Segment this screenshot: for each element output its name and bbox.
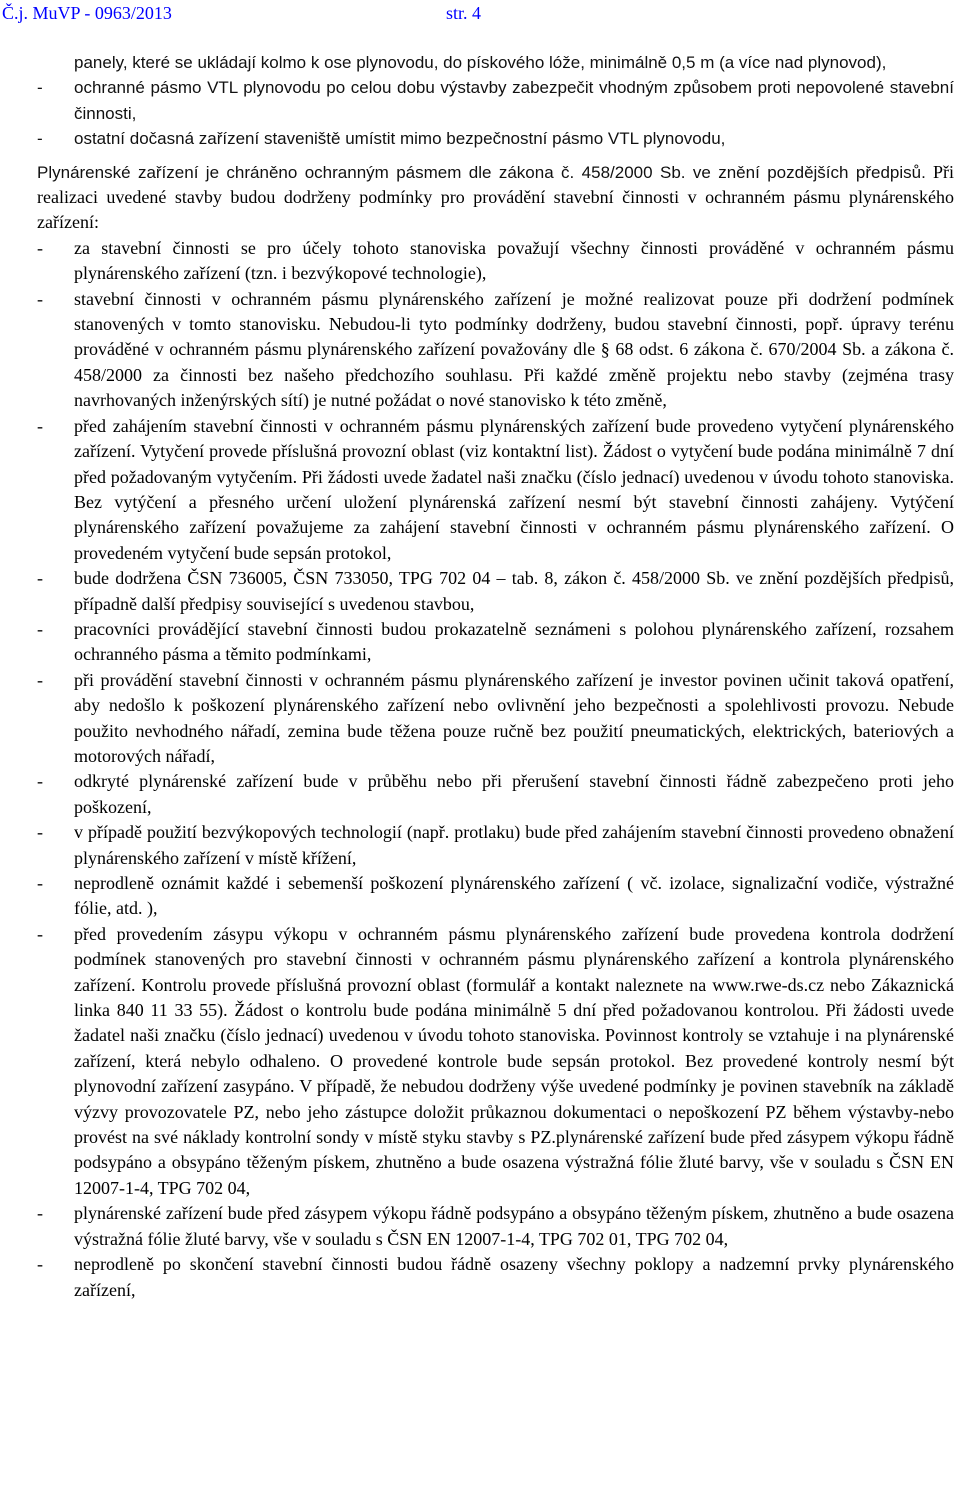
list-item: [0, 75, 960, 126]
list-item: [0, 1201, 960, 1252]
page-number: str. 4: [446, 3, 482, 23]
list-item: [0, 1252, 960, 1303]
list-item: [0, 922, 960, 1201]
document-body: [0, 50, 960, 1303]
list-item: [0, 126, 960, 151]
bullet-dash: -: [37, 288, 43, 309]
bullet-dash: -: [37, 771, 43, 792]
list-item-text: neprodleně po skončení stavební činnosti budou řádně osazeny všechny poklopy a nadzemní prvky plynárenského zařízení,: [74, 1254, 954, 1300]
list-item-text: při provádění stavební činnosti v ochranném pásmu plynárenského zařízení je investor povinen učinit taková opatření, aby nedošlo k poškození plynárenského zařízení nebo ovlivnění jeho bezpečnosti a spolehlivosti provozu. Nebude použito nevhodného nářadí, zemina bude těžena pouze ručně bez použití pneumatických, elektrických, bateriových a motorových nářadí,: [74, 669, 954, 766]
list-item-text: ostatní dočasná zařízení staveniště umístit mimo bezpečnostní pásmo VTL plynovodu,: [74, 129, 726, 149]
list-item-text: stavební činnosti v ochranném pásmu plynárenského zařízení je možné realizovat pouze při dodržení podmínek stanovených v tomto stanovisku. Nebudou-li tyto podmínky dodrženy, budou stavební činnosti, popř. úpravy terénu prováděné v ochranném pásmu plynárenského zařízení považovány dle § 68 odst. 6 zákona č. 670/2004 Sb. a zákona č. 458/2000 za činnosti bez našeho předchozího souhlasu. Při každé změně projektu nebo stavby (zejména trasy navrhovaných inženýrských sítí) je nutné požádat o nové stanovisko k této změně,: [74, 288, 954, 411]
bullet-dash: -: [37, 237, 43, 258]
bullet-dash: -: [37, 873, 43, 893]
intro-serif-text: Při realizaci uvedené stavby budou dodrženy podmínky pro provádění stavební činnosti v ochranném pásmu plynárenského zařízení:: [37, 161, 954, 233]
list-item-text: bude dodržena ČSN 736005, ČSN 733050, TPG 702 04 – tab. 8, zákon č. 458/2000 Sb. ve znění pozdějších předpisů, případně další předpisy související s uvedenou stavbou,: [74, 568, 954, 614]
list-item-text: odkryté plynárenské zařízení bude v průběhu nebo při přerušení stavební činnosti řádně zabezpečeno proti jeho poškození,: [74, 771, 954, 817]
document-reference: Č.j. MuVP - 0963/2013: [2, 3, 172, 23]
bullet-dash: -: [37, 78, 43, 98]
list-item: [0, 668, 960, 770]
list-item: [0, 414, 960, 566]
intro-sans-text: Plynárenské zařízení je chráněno ochranným pásmem dle zákona č. 458/2000 Sb. ve znění pozdějších předpisů.: [37, 162, 926, 182]
list-item-text: před zahájením stavební činnosti v ochranném pásmu plynárenských zařízení bude provedeno vytyčení plynárenského zařízení. Vytyčení provede příslušná provozní oblast (viz kontaktní list). Žádost o vytyčení bude podána minimálně 7 dní před požadovaným vytyčením. Při žádosti uvede žadatel naši značku (číslo jednací) uvedenou v úvodu tohoto stanoviska. Bez vytýčení a přesného určení uložení plynárenská zařízení nesmí být stavební činnosti zahájeny. Vytýčení plynárenského zařízení považujeme za zahájení stavební činnosti v ochranném pásmu plynárenského zařízení. O provedeném vytyčení bude sepsán protokol,: [74, 415, 954, 563]
list-item-text: neprodleně oznámit každé i sebemenší poškození plynárenského zařízení ( vč. izolace, signalizační vodiče, výstražné fólie, atd. ),: [74, 873, 954, 919]
list-item: [0, 769, 960, 820]
bullet-dash: -: [37, 1254, 43, 1275]
bullet-dash: -: [37, 129, 43, 149]
spacer: [0, 152, 960, 160]
list-item: [0, 566, 960, 617]
bullet-dash: -: [37, 568, 43, 589]
list-item-text: pracovníci provádějící stavební činnosti budou prokazatelně seznámeni s polohou plynárenského zařízení, rozsahem ochranného pásma a těmito podmínkami,: [74, 618, 954, 665]
bullet-dash: -: [37, 923, 43, 944]
bullet-dash: -: [37, 618, 43, 639]
list-item: [0, 617, 960, 668]
bullet-dash: -: [37, 669, 43, 690]
bullet-dash: -: [37, 822, 43, 843]
list-item-text: ochranné pásmo VTL plynovodu po celou dobu výstavby zabezpečit vhodným způsobem proti nepovolené stavební činnosti,: [74, 78, 954, 123]
intro-paragraph: [0, 160, 960, 236]
list-item: [0, 287, 960, 414]
list-item-text: plynárenské zařízení bude před zásypem výkopu řádně podsypáno a obsypáno těženým pískem, zhutněno a bude osazena výstražná fólie žluté barvy, vše v souladu s ČSN EN 12007-1-4, TPG 702 01, TPG 702 04,: [74, 1203, 954, 1249]
bullet-dash: -: [37, 415, 43, 436]
list-item: [0, 820, 960, 871]
page-header: [0, 2, 960, 24]
list-item-text: v případě použití bezvýkopových technologií (např. protlaku) bude před zahájením stavební činnosti provedeno obnažení plynárenského zařízení v místě křížení,: [74, 822, 954, 868]
list-item: [0, 236, 960, 287]
list-item-text: před provedením zásypu výkopu v ochranném pásmu plynárenského zařízení bude provedena kontrola dodržení podmínek stanovených pro stavební činnosti v ochranném pásmu plynárenského zařízení a kontrola plynárenského zařízení. Kontrolu provede příslušná provozní oblast (formulář a kontakt naleznete na www.rwe-ds.cz nebo Zákaznická linka 840 11 33 55). Žádost o kontrolu bude podána minimálně 5 dní před požadovanou kontrolou. Při žádosti uvede žadatel naši značku (číslo jednací) uvedenou v úvodu tohoto stanoviska. Povinnost kontroly se vztahuje i na plynárenské zařízení, která nebylo odhaleno. O provedené kontrole bude sepsán protokol. Bez provedené kontroly nesmí být plynovodní zařízení zasypáno. V případě, že nebudou dodrženy výše uvedené podmínky je povinen stavebník na základě výzvy provozovatele PZ, nebo jeho zástupce doložit průkaznou dokumentaci o nepoškození PZ během výstavby-nebo provést na své náklady kontrolní sondy v místě styku stavby s PZ.plynárenské zařízení bude před zásypem výkopu řádně podsypáno a obsypáno těženým pískem, zhutněno a bude osazena výstražná fólie žluté barvy, vše v souladu s ČSN EN 12007-1-4, TPG 702 04,: [74, 923, 954, 1198]
list-item-continuation: panely, které se ukládají kolmo k ose plynovodu, do pískového lóže, minimálně 0,5 m (a více nad plynovod),: [74, 53, 887, 72]
bullet-dash: -: [37, 1203, 43, 1224]
list-item-text: za stavební činnosti se pro účely tohoto stanoviska považují všechny činnosti prováděné v ochranném pásmu plynárenského zařízení (tzn. i bezvýkopové technologie),: [74, 237, 954, 284]
list-item: [0, 871, 960, 922]
